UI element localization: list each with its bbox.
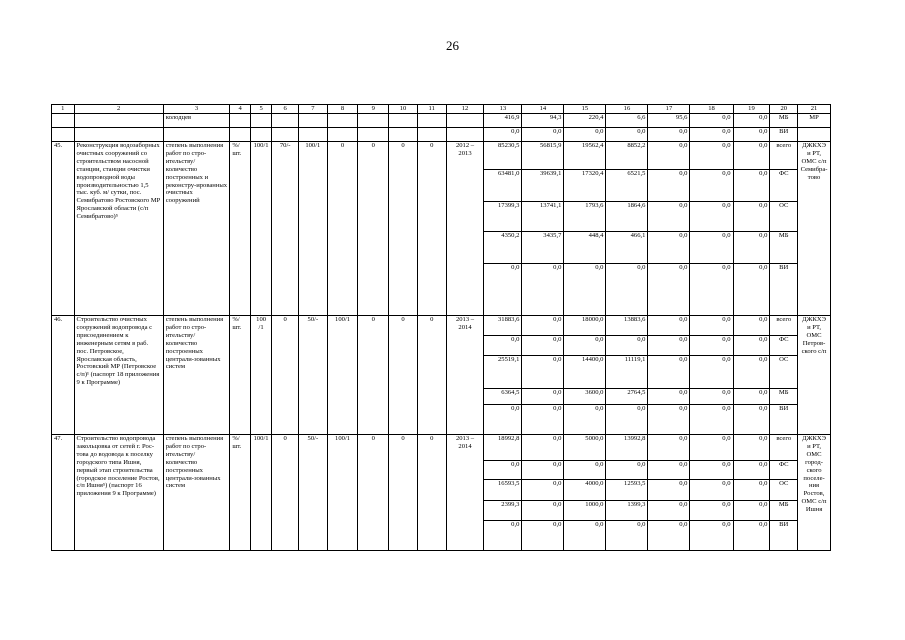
amount-cell: 0,0 bbox=[522, 461, 564, 480]
item-period: 2013 – 2014 bbox=[446, 435, 484, 551]
cell-indicator: колодцев bbox=[163, 114, 230, 128]
column-header: 18 bbox=[690, 105, 733, 114]
page-number: 26 bbox=[446, 38, 459, 53]
amount-cell: 0,0 bbox=[522, 405, 564, 435]
funding-source: МБ bbox=[770, 389, 798, 405]
amount-cell: 0,0 bbox=[564, 521, 606, 551]
item-number: 45. bbox=[52, 142, 75, 316]
amount-cell: 0,0 bbox=[648, 389, 690, 405]
amount-cell: 0,0 bbox=[733, 142, 770, 170]
amount-cell: 0,0 bbox=[690, 435, 733, 461]
amount-cell: 0,0 bbox=[690, 480, 733, 501]
amount-cell: 1864,6 bbox=[606, 202, 648, 232]
program-table bbox=[51, 104, 831, 551]
item-indicator: степень выполнения работ по стро-ительству/ количество построенных централи-зованных систем bbox=[163, 435, 230, 551]
target-value: 70/- bbox=[272, 142, 299, 316]
amount-cell: 0,0 bbox=[690, 389, 733, 405]
amount-cell: 17399,3 bbox=[484, 202, 522, 232]
amount-cell: 0,0 bbox=[522, 521, 564, 551]
item-47-row bbox=[52, 435, 831, 461]
cell-blank bbox=[389, 114, 418, 128]
cell-blank bbox=[417, 114, 446, 128]
amount-cell: 0,0 bbox=[564, 461, 606, 480]
amount-cell: 0,0 bbox=[522, 356, 564, 389]
item-executor: ДЖКХЭ и РТ, ОМС Петров-ского с/п bbox=[798, 316, 831, 435]
item-number: 47. bbox=[52, 435, 75, 551]
amount-cell: 0,0 bbox=[733, 480, 770, 501]
item-indicator: степень выполнения работ по стро-ительству/ количество построенных централи-зованных систем bbox=[163, 316, 230, 435]
amount-cell: 0,0 bbox=[733, 521, 770, 551]
funding-source: ВИ bbox=[770, 264, 798, 316]
cell-blank bbox=[446, 128, 484, 142]
funding-source: ФС bbox=[770, 170, 798, 202]
amount-cell: 13741,1 bbox=[522, 202, 564, 232]
amount-cell: 0,0 bbox=[733, 232, 770, 264]
amount-cell: 1399,3 bbox=[606, 501, 648, 521]
funding-source: ОС bbox=[770, 202, 798, 232]
funding-source: МБ bbox=[770, 501, 798, 521]
amount-cell: 0,0 bbox=[690, 521, 733, 551]
header-row bbox=[52, 105, 831, 114]
amount-cell: 39639,1 bbox=[522, 170, 564, 202]
amount-cell: 0,0 bbox=[606, 264, 648, 316]
funding-source: всего bbox=[770, 435, 798, 461]
amount-cell: 0,0 bbox=[690, 128, 733, 142]
funding-source: ОС bbox=[770, 356, 798, 389]
column-header: 20 bbox=[770, 105, 798, 114]
target-value: 0 bbox=[389, 435, 418, 551]
target-value: 0 bbox=[272, 316, 299, 435]
column-header: 2 bbox=[74, 105, 163, 114]
column-header: 11 bbox=[417, 105, 446, 114]
amount-cell: 0,0 bbox=[733, 405, 770, 435]
item-45-row bbox=[52, 142, 831, 170]
amount-cell: 31883,6 bbox=[484, 316, 522, 336]
amount-cell: 0,0 bbox=[648, 461, 690, 480]
column-header: 19 bbox=[733, 105, 770, 114]
target-value: 100/1 bbox=[250, 435, 272, 551]
amount-cell: 0,0 bbox=[648, 405, 690, 435]
amount-cell: 448,4 bbox=[564, 232, 606, 264]
amount-cell: 0,0 bbox=[733, 336, 770, 356]
amount-cell: 0,0 bbox=[648, 202, 690, 232]
column-header: 3 bbox=[163, 105, 230, 114]
amount-cell: 0,0 bbox=[648, 316, 690, 336]
amount-cell: 0,0 bbox=[648, 521, 690, 551]
amount-cell: 94,3 bbox=[522, 114, 564, 128]
item-name: Реконструкция водозаборных очистных сооружений со строительством насосной станции, станции очистки водопроводной воды производительностью 1,5 тыс. куб. м/ сутки, пос. Семибратово Ростовского МР Ярославской области (с/п Семибратово)⁵ bbox=[74, 142, 163, 316]
amount-cell: 6521,5 bbox=[606, 170, 648, 202]
amount-cell: 0,0 bbox=[690, 405, 733, 435]
amount-cell: 0,0 bbox=[648, 336, 690, 356]
target-value: 0 bbox=[389, 142, 418, 316]
amount-cell: 63481,0 bbox=[484, 170, 522, 202]
amount-cell: 0,0 bbox=[733, 202, 770, 232]
item-indicator: степень выполнения работ по стро-ительству/ количество построенных и реконстру-ированных очистных сооружений bbox=[163, 142, 230, 316]
cell-blank bbox=[327, 114, 358, 128]
amount-cell: 0,0 bbox=[733, 356, 770, 389]
amount-cell: 4000,0 bbox=[564, 480, 606, 501]
amount-cell: 11119,1 bbox=[606, 356, 648, 389]
amount-cell: 0,0 bbox=[690, 356, 733, 389]
amount-cell: 0,0 bbox=[733, 461, 770, 480]
amount-cell: 5000,0 bbox=[564, 435, 606, 461]
amount-cell: 0,0 bbox=[484, 128, 522, 142]
column-header: 4 bbox=[230, 105, 251, 114]
amount-cell: 2764,5 bbox=[606, 389, 648, 405]
amount-cell: 0,0 bbox=[733, 316, 770, 336]
target-value: 0 bbox=[272, 435, 299, 551]
amount-cell: 13992,8 bbox=[606, 435, 648, 461]
amount-cell: 0,0 bbox=[648, 501, 690, 521]
target-value: 0 bbox=[417, 142, 446, 316]
amount-cell: 16593,5 bbox=[484, 480, 522, 501]
funding-source: МБ bbox=[770, 232, 798, 264]
cell-blank bbox=[250, 114, 272, 128]
column-header: 10 bbox=[389, 105, 418, 114]
amount-cell: 0,0 bbox=[606, 405, 648, 435]
funding-source: ФС bbox=[770, 461, 798, 480]
target-value: 0 bbox=[389, 316, 418, 435]
funding-source: ФС bbox=[770, 336, 798, 356]
item-unit: %/ шт. bbox=[230, 142, 251, 316]
funding-source: всего bbox=[770, 316, 798, 336]
amount-cell: 1793,6 bbox=[564, 202, 606, 232]
amount-cell: 0,0 bbox=[606, 128, 648, 142]
amount-cell: 18000,0 bbox=[564, 316, 606, 336]
amount-cell: 1000,0 bbox=[564, 501, 606, 521]
target-value: 100/1 bbox=[250, 142, 272, 316]
amount-cell: 0,0 bbox=[733, 264, 770, 316]
amount-cell: 0,0 bbox=[522, 389, 564, 405]
amount-cell: 0,0 bbox=[484, 264, 522, 316]
cell-name bbox=[74, 114, 163, 128]
amount-cell: 0,0 bbox=[522, 316, 564, 336]
cell-num bbox=[52, 114, 75, 128]
amount-cell: 3600,0 bbox=[564, 389, 606, 405]
amount-cell: 0,0 bbox=[564, 336, 606, 356]
amount-cell: 0,0 bbox=[522, 336, 564, 356]
funding-source: МБ bbox=[770, 114, 798, 128]
amount-cell: 4350,2 bbox=[484, 232, 522, 264]
amount-cell: 0,0 bbox=[648, 142, 690, 170]
item-name: Строительство очистных сооружений водопровода с присоединением к инженерным сетям в раб. пос. Петровское, Ярославская область, Ростовский МР (Петровское с/п)¹ (паспорт 18 приложения 9 к Программе) bbox=[74, 316, 163, 435]
column-header: 17 bbox=[648, 105, 690, 114]
cell-blank bbox=[272, 114, 299, 128]
cell-blank bbox=[230, 128, 251, 142]
amount-cell: 466,1 bbox=[606, 232, 648, 264]
amount-cell: 56815,9 bbox=[522, 142, 564, 170]
amount-cell: 0,0 bbox=[564, 128, 606, 142]
item-period: 2013 – 2014 bbox=[446, 316, 484, 435]
amount-cell: 0,0 bbox=[690, 202, 733, 232]
cell-name bbox=[74, 128, 163, 142]
cell-blank bbox=[230, 114, 251, 128]
amount-cell: 220,4 bbox=[564, 114, 606, 128]
amount-cell: 0,0 bbox=[564, 405, 606, 435]
amount-cell: 0,0 bbox=[690, 336, 733, 356]
amount-cell: 0,0 bbox=[522, 128, 564, 142]
target-value: 100/1 bbox=[299, 142, 328, 316]
cell-blank bbox=[358, 114, 389, 128]
target-value: 50/- bbox=[299, 316, 328, 435]
amount-cell: 0,0 bbox=[690, 114, 733, 128]
column-header: 6 bbox=[272, 105, 299, 114]
target-value: 100/1 bbox=[327, 435, 358, 551]
target-value: 0 bbox=[417, 435, 446, 551]
amount-cell: 0,0 bbox=[522, 264, 564, 316]
amount-cell: 0,0 bbox=[606, 521, 648, 551]
cell-blank bbox=[389, 128, 418, 142]
amount-cell: 0,0 bbox=[648, 232, 690, 264]
amount-cell: 0,0 bbox=[733, 128, 770, 142]
amount-cell: 0,0 bbox=[648, 128, 690, 142]
amount-cell: 19562,4 bbox=[564, 142, 606, 170]
item-executor: ДЖКХЭ и РТ, ОМС с/п Семибра-тово bbox=[798, 142, 831, 316]
cell-blank bbox=[272, 128, 299, 142]
amount-cell: 2399,3 bbox=[484, 501, 522, 521]
column-header: 9 bbox=[358, 105, 389, 114]
item-period: 2012 – 2013 bbox=[446, 142, 484, 316]
column-header: 15 bbox=[564, 105, 606, 114]
column-header: 16 bbox=[606, 105, 648, 114]
item-executor: ДЖКХЭ и РТ, ОМС город-ского поселе-ния Ростов, ОМС с/п Ишня bbox=[798, 435, 831, 551]
amount-cell: 17320,4 bbox=[564, 170, 606, 202]
amount-cell: 0,0 bbox=[484, 461, 522, 480]
amount-cell: 85230,5 bbox=[484, 142, 522, 170]
amount-cell: 0,0 bbox=[733, 435, 770, 461]
amount-cell: 18992,8 bbox=[484, 435, 522, 461]
amount-cell: 0,0 bbox=[690, 461, 733, 480]
amount-cell: 14400,0 bbox=[564, 356, 606, 389]
amount-cell: 0,0 bbox=[522, 501, 564, 521]
amount-cell: 0,0 bbox=[484, 521, 522, 551]
amount-cell: 0,0 bbox=[690, 170, 733, 202]
amount-cell: 12593,5 bbox=[606, 480, 648, 501]
amount-cell: 13883,6 bbox=[606, 316, 648, 336]
target-value: 0 bbox=[327, 142, 358, 316]
amount-cell: 416,9 bbox=[484, 114, 522, 128]
funding-source: ВИ bbox=[770, 521, 798, 551]
column-header: 21 bbox=[798, 105, 831, 114]
amount-cell: 0,0 bbox=[733, 170, 770, 202]
item-unit: %/ шт. bbox=[230, 435, 251, 551]
item-46-row bbox=[52, 316, 831, 336]
funding-source: ВИ bbox=[770, 405, 798, 435]
amount-cell: 0,0 bbox=[564, 264, 606, 316]
target-value: 50/- bbox=[299, 435, 328, 551]
amount-cell: 0,0 bbox=[690, 316, 733, 336]
carry-over-row bbox=[52, 114, 831, 128]
amount-cell: 95,6 bbox=[648, 114, 690, 128]
amount-cell: 0,0 bbox=[648, 264, 690, 316]
amount-cell: 0,0 bbox=[522, 480, 564, 501]
executor-cell bbox=[798, 128, 831, 142]
amount-cell: 0,0 bbox=[733, 114, 770, 128]
cell-blank bbox=[446, 114, 484, 128]
cell-indicator bbox=[163, 128, 230, 142]
item-number: 46. bbox=[52, 316, 75, 435]
amount-cell: 0,0 bbox=[522, 435, 564, 461]
amount-cell: 0,0 bbox=[648, 435, 690, 461]
item-name: Строительство водопровода закольцовка от сетей г. Рос-това до водовода к поселку городского типа Ишня, первый этап строительства (городское поселение Ростов, с/п Ишня⁵) (паспорт 16 приложения 9 к Программе) bbox=[74, 435, 163, 551]
column-header: 14 bbox=[522, 105, 564, 114]
cell-blank bbox=[327, 128, 358, 142]
cell-num bbox=[52, 128, 75, 142]
cell-blank bbox=[299, 128, 328, 142]
carry-over-row bbox=[52, 128, 831, 142]
target-value: 0 bbox=[417, 316, 446, 435]
column-header: 7 bbox=[299, 105, 328, 114]
amount-cell: 0,0 bbox=[690, 501, 733, 521]
cell-blank bbox=[417, 128, 446, 142]
amount-cell: 0,0 bbox=[690, 142, 733, 170]
executor-cell: МР bbox=[798, 114, 831, 128]
funding-source: ВИ bbox=[770, 128, 798, 142]
funding-source: всего bbox=[770, 142, 798, 170]
cell-blank bbox=[358, 128, 389, 142]
funding-source: ОС bbox=[770, 480, 798, 501]
amount-cell: 0,0 bbox=[733, 501, 770, 521]
amount-cell: 0,0 bbox=[690, 232, 733, 264]
target-value: 100/1 bbox=[327, 316, 358, 435]
amount-cell: 0,0 bbox=[648, 356, 690, 389]
amount-cell: 6364,5 bbox=[484, 389, 522, 405]
amount-cell: 0,0 bbox=[648, 480, 690, 501]
target-value: 0 bbox=[358, 142, 389, 316]
amount-cell: 0,0 bbox=[484, 405, 522, 435]
column-header: 1 bbox=[52, 105, 75, 114]
column-header: 13 bbox=[484, 105, 522, 114]
amount-cell: 0,0 bbox=[484, 336, 522, 356]
target-value: 100 /1 bbox=[250, 316, 272, 435]
cell-blank bbox=[250, 128, 272, 142]
amount-cell: 6,6 bbox=[606, 114, 648, 128]
target-value: 0 bbox=[358, 316, 389, 435]
cell-blank bbox=[299, 114, 328, 128]
amount-cell: 0,0 bbox=[733, 389, 770, 405]
item-unit: %/ шт. bbox=[230, 316, 251, 435]
column-header: 5 bbox=[250, 105, 272, 114]
amount-cell: 0,0 bbox=[648, 170, 690, 202]
amount-cell: 0,0 bbox=[606, 336, 648, 356]
amount-cell: 25519,1 bbox=[484, 356, 522, 389]
amount-cell: 3435,7 bbox=[522, 232, 564, 264]
column-header: 12 bbox=[446, 105, 484, 114]
amount-cell: 8852,2 bbox=[606, 142, 648, 170]
amount-cell: 0,0 bbox=[606, 461, 648, 480]
target-value: 0 bbox=[358, 435, 389, 551]
column-header: 8 bbox=[327, 105, 358, 114]
amount-cell: 0,0 bbox=[690, 264, 733, 316]
